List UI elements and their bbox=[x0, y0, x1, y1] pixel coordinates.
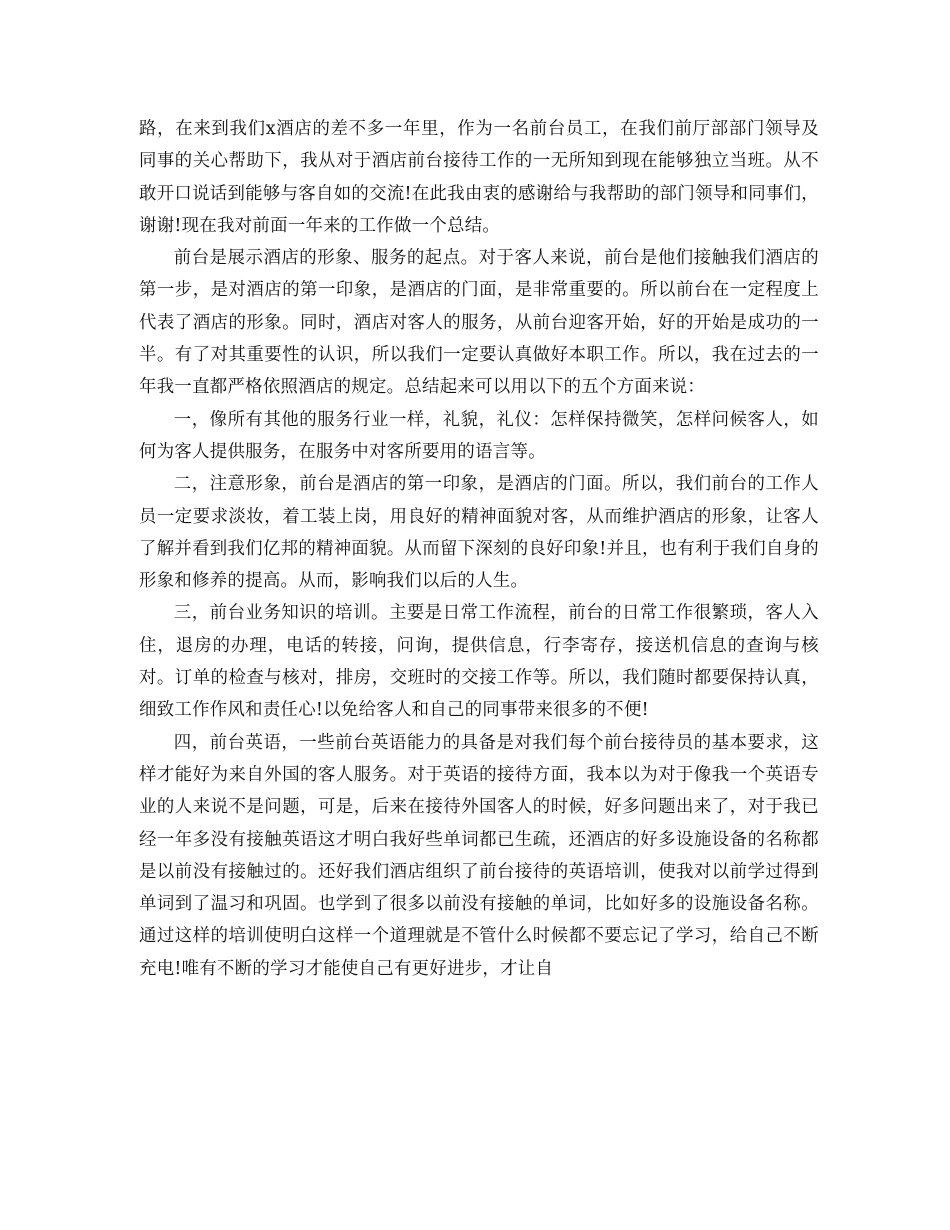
paragraph-point-two-image: 二，注意形象，前台是酒店的第一印象，是酒店的门面。所以，我们前台的工作人员一定要求淡妆，着工装上岗，用良好的精神面貌对客，从而维护酒店的形象，让客人了解并看到我们亿邦的精神面貌。从而留下深刻的良好印象!并且，也有利于我们自身的形象和修养的提高。从而，影响我们以后的人生。 bbox=[139, 474, 819, 592]
paragraph-front-desk-role: 前台是展示酒店的形象、服务的起点。对于客人来说，前台是他们接触我们酒店的第一步，是对酒店的第一印象，是酒店的门面，是非常重要的。所以前台在一定程度上代表了酒店的形象。同时，酒店对客人的服务，从前台迎客开始，好的开始是成功的一半。有了对其重要性的认识，所以我们一定要认真做好本职工作。所以，我在过去的一年我一直都严格依照酒店的规定。总结起来可以用以下的五个方面来说： bbox=[139, 248, 819, 398]
paragraph-point-three-training: 三，前台业务知识的培训。主要是日常工作流程，前台的日常工作很繁琐，客人入住，退房的办理，电话的转接，问询，提供信息，行李寄存，接送机信息的查询与核对。订单的检查与核对，排房，交班时的交接工作等。所以，我们随时都要保持认真，细致工作作风和责任心!以免给客人和自己的同事带来很多的不便! bbox=[139, 603, 819, 721]
paragraph-continuation: 路，在来到我们x酒店的差不多一年里，作为一名前台员工，在我们前厅部部门领导及同事的关心帮助下，我从对于酒店前台接待工作的一无所知到现在能够独立当班。从不敢开口说话到能够与客自如的交流!在此我由衷的感谢给与我帮助的部门领导和同事们，谢谢!现在我对前面一年来的工作做一个总结。 bbox=[139, 119, 819, 236]
document-body bbox=[139, 113, 819, 985]
paragraph-point-one-etiquette: 一，像所有其他的服务行业一样，礼貌，礼仪：怎样保持微笑，怎样问候客人，如何为客人提供服务，在服务中对客所要用的语言等。 bbox=[139, 409, 819, 462]
paragraph-point-four-english: 四，前台英语，一些前台英语能力的具备是对我们每个前台接待员的基本要求，这样才能好为来自外国的客人服务。对于英语的接待方面，我本以为对于像我一个英语专业的人来说不是问题，可是，后来在接待外国客人的时候，好多问题出来了，对于我已经一年多没有接触英语这才明白我好些单词都已生疏，还酒店的好多设施设备的名称都是以前没有接触过的。还好我们酒店组织了前台接待的英语培训，使我对以前学过得到单词到了温习和巩固。也学到了很多以前没有接触的单词，比如好多的设施设备名称。通过这样的培训使明白这样一个道理就是不管什么时候都不要忘记了学习，给自己不断充电!唯有不断的学习才能使自己有更好进步，才让自 bbox=[139, 732, 819, 979]
